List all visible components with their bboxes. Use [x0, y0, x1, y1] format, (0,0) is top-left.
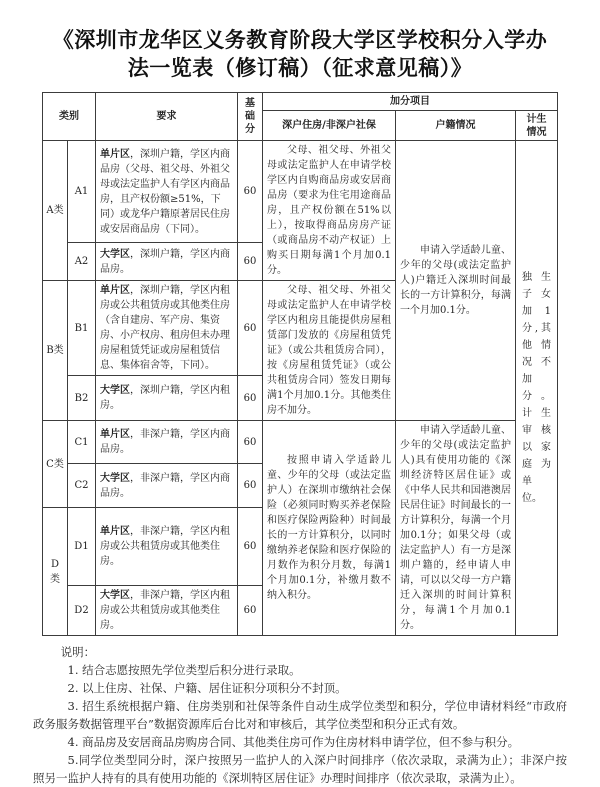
code-cell: D2: [68, 586, 96, 636]
requirement-text: ，非深户籍，学区内租房或公共租赁房或其他类住房。: [100, 526, 230, 567]
requirement-lead: 大学区: [100, 385, 130, 396]
hukou-bonus-text-cd: 申请入学适龄儿童、少年的父母(或法定监护人)具有使用功能的《深圳经济特区居住证》或《中华人民共和国港澳居民居住证》时间最长的一方计算积分，每满一个月加0.1分；如果父母（或法定监护人）有一方是深圳户籍的，经申请人申请，可以以父母一方户籍迁入深圳的时间计算积分，每满1个月加0.1分。: [400, 425, 511, 631]
requirement-lead: 单片区: [100, 285, 130, 296]
requirement-text: ，非深户籍，学区内商品房。: [100, 429, 230, 455]
note-item: 1. 结合志愿按照先学位类型后积分进行录取。: [67, 663, 301, 677]
requirement-lead: 单片区: [100, 429, 130, 440]
header-requirement: 要求: [96, 93, 238, 141]
base-score-cell: 60: [238, 281, 263, 376]
base-score-cell: 60: [238, 243, 263, 281]
code-cell: A2: [68, 243, 96, 281]
code-cell: B2: [68, 376, 96, 421]
header-hukou: 户籍情况: [396, 111, 516, 141]
base-score-cell: 60: [238, 586, 263, 636]
header-category: 类别: [43, 93, 96, 141]
header-housing: 深户住房/非深户社保: [263, 111, 396, 141]
note-item: 2. 以上住房、社保、户籍、居住证积分项积分不封顶。: [67, 681, 347, 695]
requirement-lead: 单片区: [100, 148, 130, 160]
social-insurance-bonus-text-cd: 按照申请入学适龄儿童、少年的父母（或法定监护人）在深圳市缴纳社会保险（必须同时购买养老保险和医疗保险两险种）时间最长的一方计算积分，以同时缴纳养老保险和医疗保险的月数作为积分月数，每满1个月加0.1分，补缴月数不纳入积分。: [267, 455, 391, 601]
base-score-cell: 60: [238, 464, 263, 508]
requirement-cell: [96, 376, 238, 421]
requirement-text: ，深圳户籍，学区内租房。: [100, 385, 230, 411]
notes-section: [33, 643, 567, 787]
requirement-cell: [96, 464, 238, 508]
header-birth-policy: 计生情况: [516, 111, 558, 141]
social-insurance-bonus-cell-cd: [263, 421, 396, 636]
housing-bonus-cell-a: [263, 141, 396, 281]
note-item: 3. 招生系统根据户籍、住房类别和社保等条件自动生成学位类型和积分，学位申请材料经“市政府政务服务数据管理平台”数据资源库后台比对和审核后，其学位类型和积分正式有效。: [33, 699, 567, 731]
note-item: 4. 商品房及安居商品房购房合同、其他类住房可作为住房材料申请学位，但不参与积分。: [67, 735, 520, 749]
category-cell-b: B类: [43, 281, 68, 421]
requirement-text: ，非深户籍，学区内商品房。: [100, 472, 230, 499]
requirement-text: ，深圳户籍，学区内商品房。: [100, 248, 230, 275]
header-base-score: 基础分: [238, 93, 263, 141]
code-cell: D1: [68, 508, 96, 586]
requirement-cell: [96, 586, 238, 636]
requirement-text: ，非深户籍，学区内租房或公共租赁房或其他类住房。: [100, 590, 230, 631]
base-score-cell: 60: [238, 141, 263, 243]
requirement-cell: [96, 281, 238, 376]
code-cell: C2: [68, 464, 96, 508]
page-title: 《深圳市龙华区义务教育阶段大学区学校积分入学办法一览表（修订稿）（征求意见稿）》: [52, 27, 548, 80]
base-score-cell: 60: [238, 421, 263, 464]
category-cell-c: C类: [43, 421, 68, 508]
housing-bonus-text-b: 父母、祖父母、外祖父母或法定监护人在申请学校学区内租房且能提供房屋租赁部门发放的《房屋租赁凭证》（或公共租赁房合同），按《房屋租赁凭证》（或公共租赁房合同）签发日期每满1个月加0.1分。其他类住房不加分。: [267, 285, 391, 416]
requirement-lead: 大学区: [100, 248, 130, 260]
birth-policy-cell: 独生子女加1分,其他情况不加分。计生审核以家庭为单位。: [516, 141, 558, 636]
category-cell-a: A类: [43, 141, 68, 281]
table-row-c1: [43, 421, 558, 464]
base-score-cell: 60: [238, 376, 263, 421]
header-bonus-group: 加分项目: [263, 93, 558, 111]
note-item: 5.同学位类型同分时，深户按照另一监护人的入深户时间排序（依次录取，录满为止）；非深户按照另一监护人持有的具有使用功能的《深圳特区居住证》办理时间排序（依次录取，录满为止）。: [33, 753, 567, 785]
header-row-1: [43, 93, 558, 111]
requirement-lead: 大学区: [100, 472, 130, 484]
requirement-cell: [96, 508, 238, 586]
requirement-cell: [96, 243, 238, 281]
table-row-a1: [43, 141, 558, 243]
base-score-cell: 60: [238, 508, 263, 586]
hukou-bonus-cell-ab: [396, 141, 516, 421]
code-cell: B1: [68, 281, 96, 376]
requirement-text: ，深圳户籍，学区内租房或公共租赁房或其他类住房（含自建房、军产房、集资房、小产权房、租房但未办理房屋租赁凭证或房屋租赁信息、集体宿舍等，下同）。: [100, 285, 230, 371]
housing-bonus-cell-b: [263, 281, 396, 421]
hukou-bonus-cell-cd: [396, 421, 516, 636]
requirement-text: ，深圳户籍，学区内商品房（父母、祖父母、外祖父母或法定监护人有学区内商品房，且产权份额≥51%，下同）或龙华户籍原著居民住房或安居商品房（下同）。: [100, 148, 230, 235]
requirement-lead: 单片区: [100, 526, 130, 537]
hukou-bonus-text-ab: 申请入学适龄儿童、少年的父母(或法定监护人)户籍迁入深圳时间最长的一方计算积分，每满一个月加0.1分。: [400, 245, 511, 316]
points-table: [42, 92, 558, 636]
requirement-cell: [96, 421, 238, 464]
code-cell: A1: [68, 141, 96, 243]
requirement-lead: 大学区: [100, 590, 130, 601]
category-cell-d: D类: [43, 508, 68, 636]
code-cell: C1: [68, 421, 96, 464]
notes-label: 说明：: [60, 645, 96, 659]
housing-bonus-text-a: 父母、祖父母、外祖父母或法定监护人在申请学校学区内自购商品房或安居商品房（要求为住宅用途商品房，且产权份额在51%以上），按取得商品房房产证（或商品房不动产权证）上购买日期每满1个月加0.1分。: [267, 145, 391, 276]
requirement-cell: [96, 141, 238, 243]
